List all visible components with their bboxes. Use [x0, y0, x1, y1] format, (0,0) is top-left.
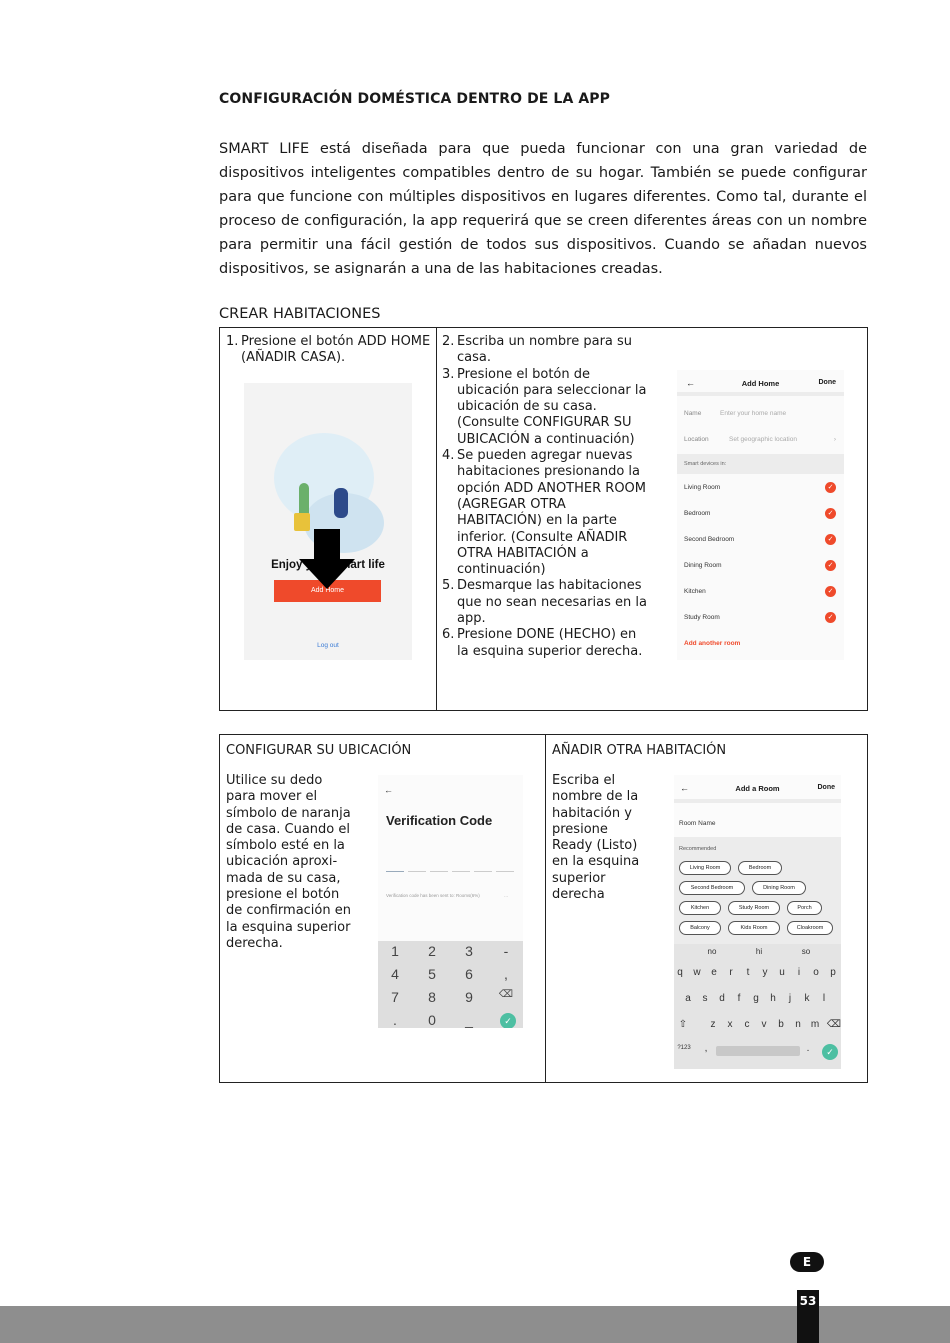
- keypad-key[interactable]: 9: [465, 989, 473, 1005]
- back-arrow-icon[interactable]: ←: [686, 378, 695, 388]
- key[interactable]: y: [762, 967, 768, 978]
- create-rooms-table: [219, 327, 868, 711]
- room-chip[interactable]: Dining Room: [752, 881, 806, 895]
- key[interactable]: o: [813, 967, 819, 978]
- period-key[interactable]: .: [806, 1043, 810, 1054]
- step-text: Desmarque las habitaciones que no sean necesarias en la app.: [457, 578, 647, 627]
- step-item: [442, 367, 647, 448]
- steps-list: [442, 334, 647, 660]
- key[interactable]: t: [746, 967, 750, 978]
- code-slot: [452, 871, 470, 872]
- key[interactable]: a: [685, 993, 691, 1004]
- create-rooms-heading: CREAR HABITACIONES: [219, 306, 381, 322]
- step-1: [226, 334, 431, 367]
- confirm-key[interactable]: ✓: [500, 1013, 516, 1028]
- table-divider: [436, 328, 437, 710]
- chevron-right-icon: ›: [833, 436, 836, 443]
- step-number: 5.: [442, 578, 455, 594]
- room-chip[interactable]: Porch: [787, 901, 822, 915]
- location-text: Utilice su dedo para mover el símbolo de naranja de casa. Cuando el símbolo esté en la ubicación aproxi-mada de su casa, presione el botón de confirmación en la esquina superior derecha.: [226, 773, 351, 951]
- recommended-label: Recommended: [679, 846, 717, 852]
- room-chip[interactable]: Kids Room: [728, 921, 780, 935]
- room-name: Kitchen: [684, 588, 706, 595]
- step-text: Presione el botón de ubicación para seleccionar la ubicación de su casa. (Consulte CONFIGURAR SU UBICACIÓN a continuación): [457, 366, 647, 447]
- keypad-key[interactable]: .: [393, 1012, 397, 1028]
- key[interactable]: b: [778, 1019, 784, 1030]
- check-icon[interactable]: ✓: [825, 508, 836, 519]
- location-heading: CONFIGURAR SU UBICACIÓN: [226, 743, 412, 758]
- name-placeholder: Enter your home name: [720, 410, 787, 417]
- step-number: 4.: [442, 448, 455, 464]
- room-chip[interactable]: Bedroom: [738, 861, 782, 875]
- keypad-key[interactable]: ,: [504, 966, 508, 982]
- person-illustration: [334, 488, 348, 518]
- table-divider: [545, 735, 546, 1082]
- key[interactable]: q: [677, 967, 683, 978]
- code-slot: [408, 871, 426, 872]
- more-dots: ...: [504, 893, 509, 899]
- key[interactable]: k: [804, 993, 810, 1004]
- enjoy-title: Enjoy your smart life: [271, 559, 385, 571]
- step-number: 3.: [442, 366, 455, 382]
- room-chip[interactable]: Kitchen: [679, 901, 721, 915]
- keypad-key[interactable]: 8: [428, 989, 436, 1005]
- log-out-link[interactable]: Log out: [317, 642, 339, 649]
- language-badge: E: [790, 1252, 824, 1272]
- keypad-key[interactable]: 7: [391, 989, 399, 1005]
- keypad-key[interactable]: 2: [428, 943, 436, 959]
- keypad-key[interactable]: 3: [465, 943, 473, 959]
- keypad-key[interactable]: _: [465, 1012, 473, 1028]
- check-icon[interactable]: ✓: [825, 560, 836, 571]
- key[interactable]: v: [761, 1019, 767, 1030]
- add-home-title: Add Home: [741, 379, 780, 388]
- shift-key[interactable]: ⇧: [678, 1019, 688, 1030]
- arrow-down-icon-head: [299, 559, 355, 589]
- room-name: Bedroom: [684, 510, 711, 517]
- keypad-key[interactable]: ⌫: [498, 989, 514, 1000]
- check-icon[interactable]: ✓: [825, 586, 836, 597]
- numeric-keypad: [378, 941, 523, 1028]
- keypad-key[interactable]: 4: [391, 966, 399, 982]
- key[interactable]: n: [795, 1019, 801, 1030]
- key[interactable]: i: [797, 967, 801, 978]
- page-number: 53: [797, 1290, 819, 1343]
- add-room-label: Add another room: [684, 640, 741, 647]
- room-name: Second Bedroom: [684, 536, 735, 543]
- keypad-key[interactable]: 0: [428, 1012, 436, 1028]
- step-item: [442, 448, 647, 578]
- check-icon[interactable]: ✓: [825, 612, 836, 623]
- arrow-down-icon: [314, 529, 340, 559]
- verification-title: Verification Code: [386, 813, 493, 828]
- keypad-key[interactable]: 1: [391, 943, 399, 959]
- devices-label: Smart devices in:: [684, 461, 727, 467]
- key[interactable]: u: [779, 967, 785, 978]
- step-item: [442, 627, 647, 660]
- step-text: Se pueden agregar nuevas habitaciones presionando la opción ADD ANOTHER ROOM (AGREGAR OTRA HABITACIÓN) en la parte inferior. (Consulte AÑADIR OTRA HABITACIÓN a continuación): [457, 448, 646, 578]
- room-name: Living Room: [684, 484, 721, 491]
- code-slot: [474, 871, 492, 872]
- step-number: 6.: [442, 627, 455, 643]
- room-chip[interactable]: Cloakroom: [787, 921, 833, 935]
- back-arrow-icon[interactable]: ←: [384, 785, 393, 795]
- step-item: [442, 334, 647, 367]
- key[interactable]: f: [737, 993, 741, 1004]
- key[interactable]: c: [744, 1019, 750, 1030]
- add-home-button[interactable]: Add Home: [274, 580, 381, 602]
- add-home-screen: [677, 370, 844, 660]
- key[interactable]: r: [729, 967, 733, 978]
- key[interactable]: j: [788, 993, 792, 1004]
- plant-pot-illustration: [294, 513, 310, 531]
- check-icon[interactable]: ✓: [825, 482, 836, 493]
- key[interactable]: p: [830, 967, 836, 978]
- done-button[interactable]: Done: [818, 379, 836, 386]
- code-slot: [430, 871, 448, 872]
- code-slot: [386, 871, 404, 872]
- name-label: Name: [684, 410, 702, 417]
- key[interactable]: m: [810, 1019, 820, 1030]
- suggestion[interactable]: so: [801, 947, 811, 956]
- devices-section: [677, 454, 844, 474]
- step-text: Escriba un nombre para su casa.: [457, 334, 633, 366]
- room-chip[interactable]: Study Room: [728, 901, 780, 915]
- done-button[interactable]: Done: [817, 784, 835, 791]
- key[interactable]: e: [711, 967, 717, 978]
- location-placeholder: Set geographic location: [729, 436, 797, 443]
- key[interactable]: w: [693, 967, 701, 978]
- add-home-header: [677, 370, 844, 396]
- comma-key[interactable]: ,: [704, 1043, 708, 1054]
- room-name: Study Room: [684, 614, 720, 621]
- step-text: Presione DONE (HECHO) en la esquina superior derecha.: [457, 627, 643, 659]
- room-name-input[interactable]: Room Name: [679, 820, 716, 827]
- check-icon[interactable]: ✓: [825, 534, 836, 545]
- space-key[interactable]: [716, 1046, 800, 1056]
- add-room-header: [674, 775, 841, 803]
- key[interactable]: x: [727, 1019, 733, 1030]
- page-heading: CONFIGURACIÓN DOMÉSTICA DENTRO DE LA APP: [219, 91, 611, 107]
- welcome-screen: [244, 383, 412, 660]
- key[interactable]: z: [710, 1019, 716, 1030]
- step-text: Presione el botón ADD HOME (AÑADIR CASA).: [241, 334, 431, 366]
- room-chip[interactable]: Living Room: [679, 861, 731, 875]
- keyboard: [674, 944, 841, 1069]
- step-number: 2.: [442, 334, 455, 349]
- location-room-table: [219, 734, 868, 1083]
- intro-paragraph: SMART LIFE está diseñada para que pueda funcionar con una gran variedad de dispositivos inteligentes compatibles dentro de su hogar. También se puede configurar para que funcione con múltiples dispositivos en lugares diferentes. Como tal, durante el proceso de configuración, la app requerirá que se creen diferentes áreas con un nombre para permitir una fácil gestión de todos sus dispositivos. Cuando se añadan nuevos dispositivos, se asignarán a una de las habitaciones creadas.: [219, 141, 867, 277]
- room-name: Dining Room: [684, 562, 722, 569]
- keypad-key[interactable]: 5: [428, 966, 436, 982]
- add-room-heading: AÑADIR OTRA HABITACIÓN: [552, 743, 727, 758]
- recommended-section: [674, 837, 841, 945]
- suggestion[interactable]: hi: [755, 947, 763, 956]
- key[interactable]: h: [770, 993, 776, 1004]
- code-input[interactable]: [386, 871, 514, 872]
- key[interactable]: l: [822, 993, 826, 1004]
- key[interactable]: d: [719, 993, 725, 1004]
- back-arrow-icon[interactable]: ←: [680, 783, 689, 793]
- room-chip[interactable]: Second Bedroom: [679, 881, 745, 895]
- keypad-key[interactable]: 6: [465, 966, 473, 982]
- add-room-screen: [674, 775, 841, 1069]
- suggestion[interactable]: no: [707, 947, 717, 956]
- backspace-key[interactable]: ⌫: [826, 1019, 841, 1030]
- code-slot: [496, 871, 514, 872]
- keypad-key[interactable]: -: [503, 943, 509, 959]
- key[interactable]: g: [753, 993, 759, 1004]
- enter-key[interactable]: ✓: [822, 1044, 838, 1060]
- room-chip[interactable]: Balcony: [679, 921, 721, 935]
- verification-sent-text: Verification code has been sent to: Rooms(6%): [386, 893, 480, 898]
- location-label: Location: [684, 436, 709, 443]
- verification-screen: [378, 775, 523, 1028]
- key[interactable]: s: [702, 993, 708, 1004]
- add-room-text: Escriba el nombre de la habitación y presione Ready (Listo) en la esquina superior derecha: [552, 773, 640, 903]
- step-item: [442, 578, 647, 627]
- symbols-key[interactable]: ?123: [677, 1045, 691, 1051]
- add-room-title: Add a Room: [735, 784, 780, 793]
- step-number: 1.: [226, 334, 239, 349]
